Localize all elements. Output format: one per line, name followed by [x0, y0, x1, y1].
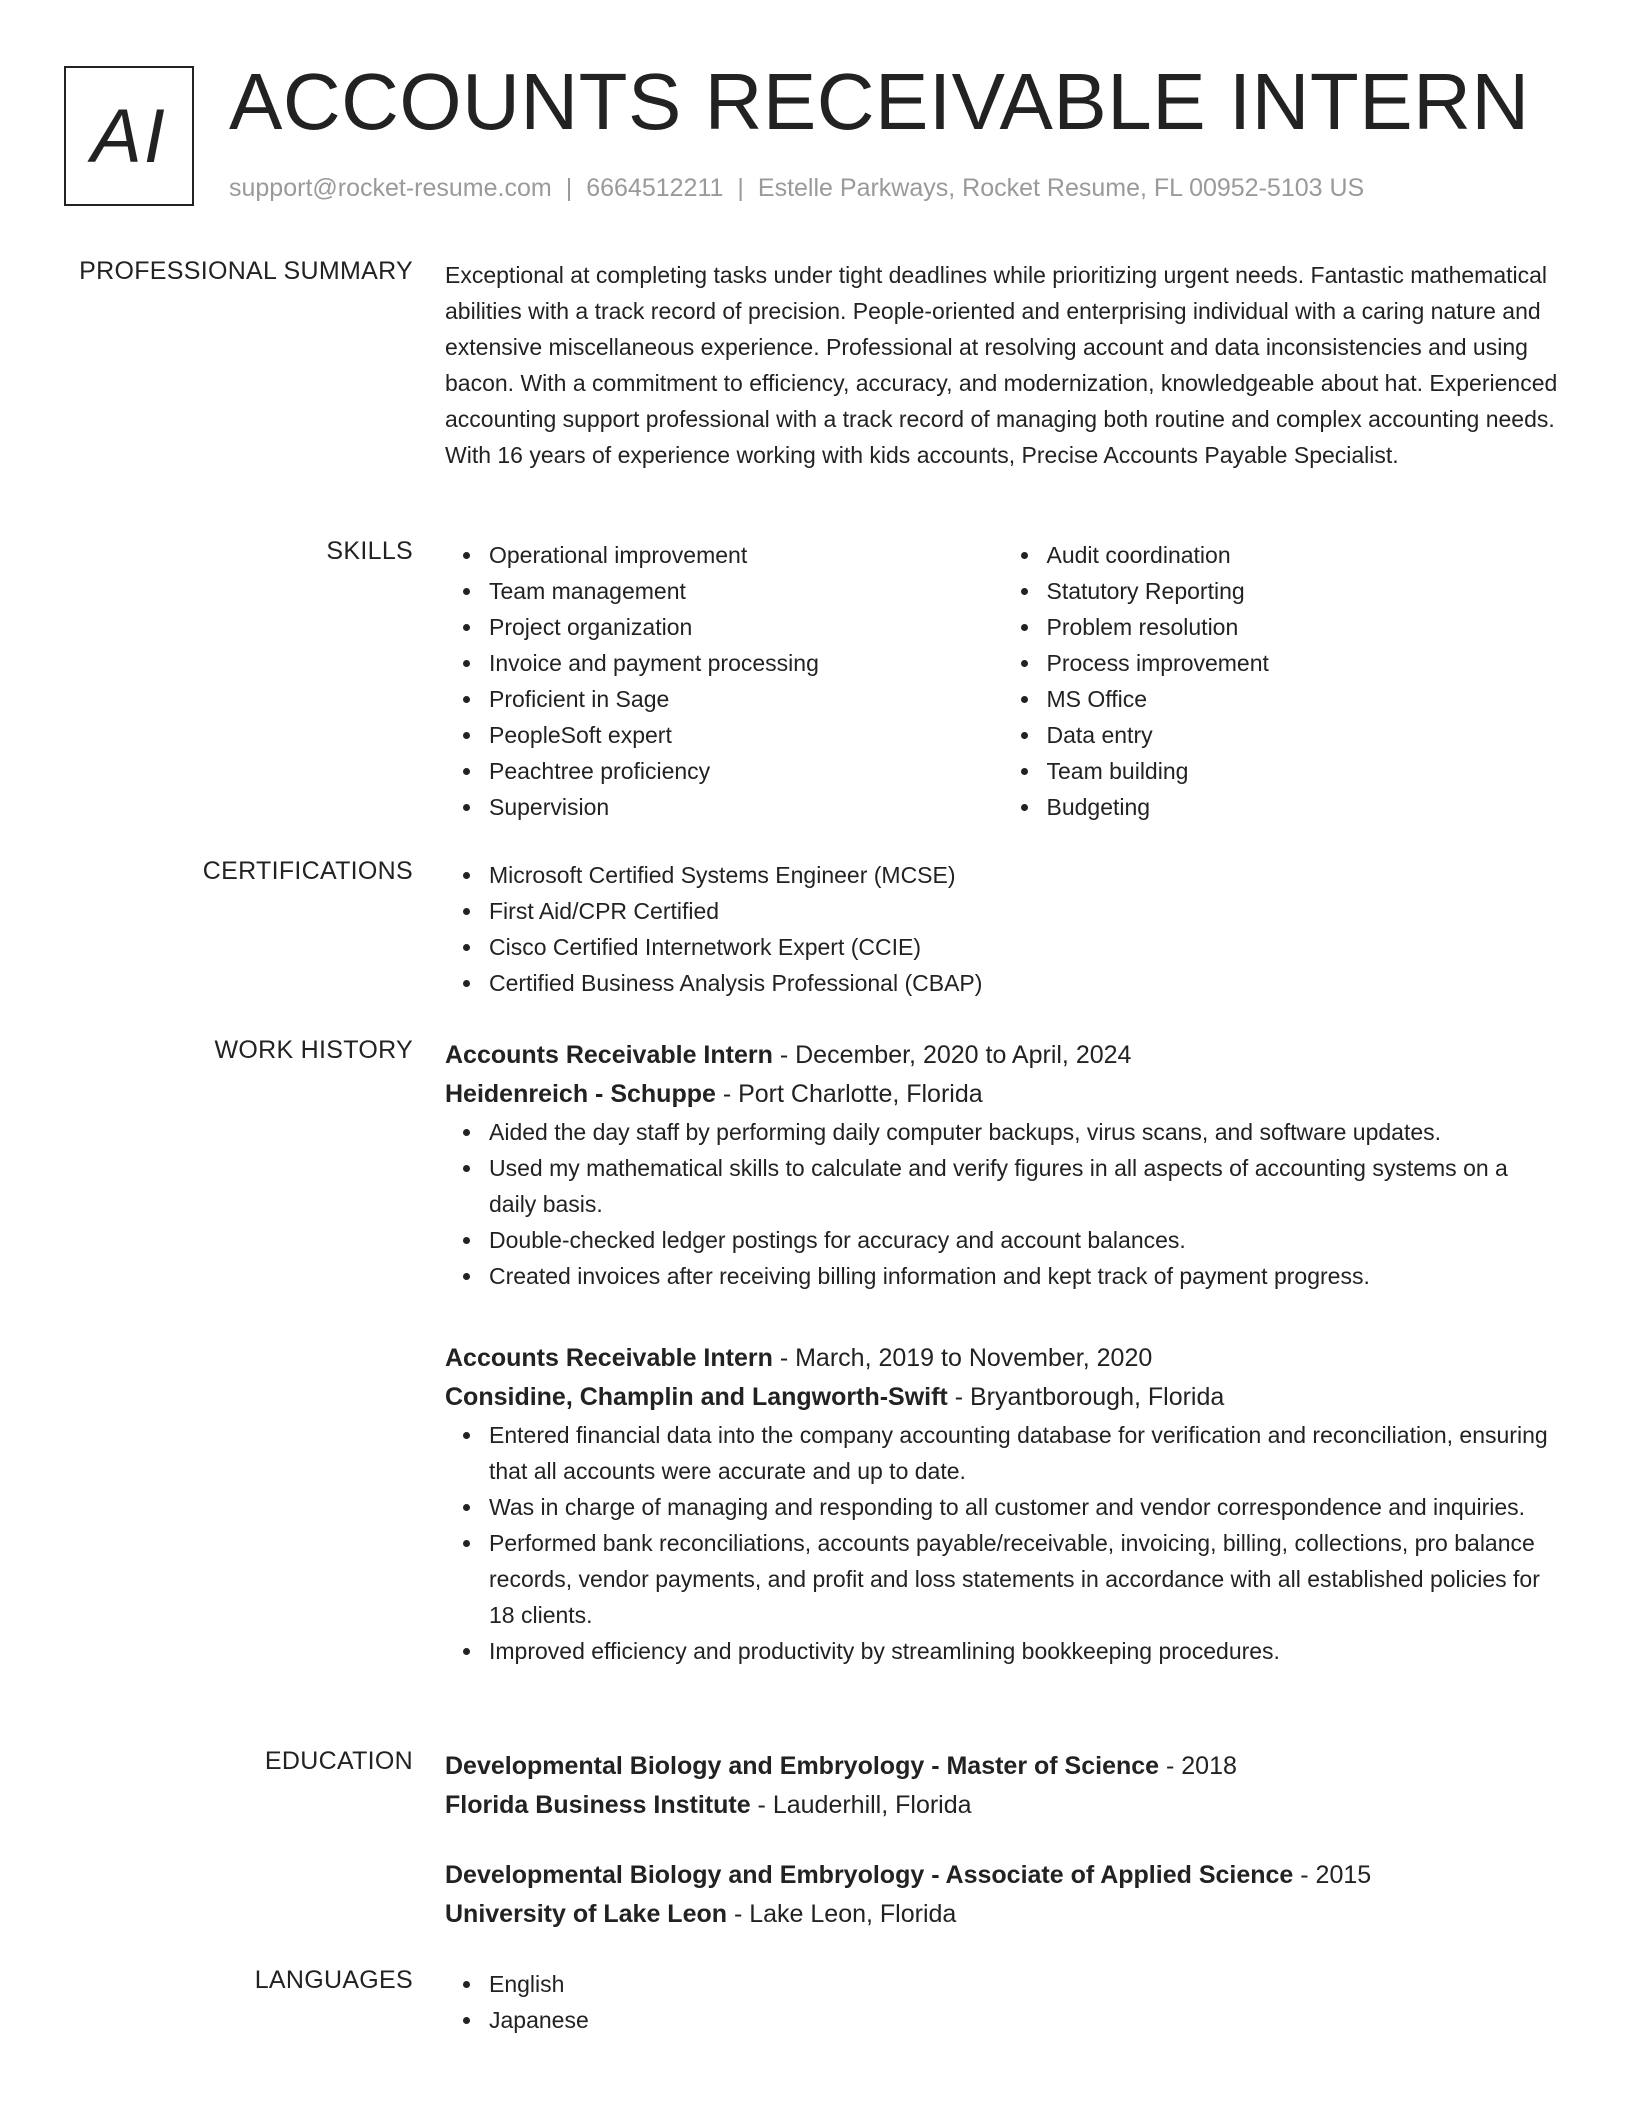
- school-location: - Lauderhill, Florida: [750, 1791, 972, 1819]
- job-duty-item: Was in charge of managing and responding to all customer and vendor correspondence and inquiries.: [489, 1489, 1560, 1525]
- contact-separator: |: [737, 174, 744, 202]
- skill-item: Audit coordination: [1047, 537, 1561, 573]
- degree-name: Developmental Biology and Embryology - Associate of Applied Science: [445, 1861, 1294, 1889]
- skill-item: Supervision: [489, 789, 1003, 825]
- education-body: [445, 1856, 1560, 1934]
- contact-separator: |: [565, 174, 573, 202]
- skill-item: PeopleSoft expert: [489, 717, 1003, 753]
- skills-list-right: [1003, 537, 1561, 825]
- certifications-body: [445, 857, 1560, 1001]
- job-location: - Bryantborough, Florida: [947, 1383, 1225, 1411]
- job-title-line: [445, 1036, 1560, 1075]
- contact-email[interactable]: support@rocket-resume.com: [229, 174, 552, 202]
- job-dates: - March, 2019 to November, 2020: [772, 1344, 1153, 1372]
- summary-text: Exceptional at completing tasks under tight deadlines while prioritizing urgent needs. Fantastic mathematical abilities with a track record of precision. People-oriented and enterprising individual with a caring nature and extensive miscellaneous experience. Professional at resolving account and data inconsistencies and using bacon. With a commitment to efficiency, accuracy, and modernization, knowledgeable about hat. Experienced accounting support professional with a track record of managing both routine and complex accounting needs. With 16 years of experience working with kids accounts, Precise Accounts Payable Specialist.: [445, 262, 1558, 468]
- skill-item: Problem resolution: [1047, 609, 1561, 645]
- degree-line: [445, 1856, 1560, 1895]
- page-title: ACCOUNTS RECEIVABLE INTERN: [229, 57, 1530, 146]
- school-line: [445, 1895, 1560, 1934]
- school-location: - Lake Leon, Florida: [727, 1900, 957, 1928]
- degree-year: - 2015: [1293, 1861, 1372, 1889]
- school-name: Florida Business Institute: [445, 1791, 751, 1819]
- skill-item: Team building: [1047, 753, 1561, 789]
- section-label-languages: LANGUAGES: [254, 1966, 413, 1994]
- job-duties-list: [445, 1417, 1560, 1669]
- skill-item: Proficient in Sage: [489, 681, 1003, 717]
- certification-item: Certified Business Analysis Professional (CBAP): [489, 965, 1560, 1001]
- contact-line: [229, 174, 1364, 203]
- school-name: University of Lake Leon: [445, 1900, 728, 1928]
- section-label-certifications: CERTIFICATIONS: [202, 857, 413, 885]
- degree-line: [445, 1747, 1560, 1786]
- job-dates: - December, 2020 to April, 2024: [772, 1041, 1132, 1069]
- job-duty-item: Used my mathematical skills to calculate and verify figures in all aspects of accounting systems on a daily basis.: [489, 1150, 1560, 1222]
- languages-body: [445, 1966, 1560, 2038]
- job-title-line: [445, 1339, 1560, 1378]
- section-label-work-history: WORK HISTORY: [214, 1036, 413, 1064]
- education-entry: [445, 1856, 1560, 1934]
- degree-name: Developmental Biology and Embryology - Master of Science: [445, 1752, 1160, 1780]
- skill-item: Statutory Reporting: [1047, 573, 1561, 609]
- education-entry: [445, 1747, 1560, 1825]
- skills-list-left: [445, 537, 1003, 825]
- language-item: Japanese: [489, 2002, 1560, 2038]
- language-item: English: [489, 1966, 1560, 2002]
- job-duty-item: Entered financial data into the company accounting database for verification and reconciliation, ensuring that all accounts were accurate and up to date.: [489, 1417, 1560, 1489]
- section-label-skills: SKILLS: [326, 537, 413, 565]
- job-duty-item: Created invoices after receiving billing information and kept track of payment progress.: [489, 1258, 1560, 1294]
- skill-item: Team management: [489, 573, 1003, 609]
- degree-year: - 2018: [1159, 1752, 1237, 1780]
- skill-item: Project organization: [489, 609, 1003, 645]
- job-duty-item: Improved efficiency and productivity by streamlining bookkeeping procedures.: [489, 1633, 1560, 1669]
- job-duty-item: Double-checked ledger postings for accuracy and account balances.: [489, 1222, 1560, 1258]
- certifications-list: [445, 857, 1560, 1001]
- job-duties-list: [445, 1114, 1560, 1294]
- section-label-education: EDUCATION: [264, 1747, 413, 1775]
- skills-columns: [445, 537, 1560, 825]
- contact-address: Estelle Parkways, Rocket Resume, FL 00952-5103 US: [757, 174, 1365, 202]
- job-company-line: [445, 1075, 1560, 1114]
- skill-item: Invoice and payment processing: [489, 645, 1003, 681]
- job-title: Accounts Receivable Intern: [445, 1344, 773, 1372]
- job-duty-item: Performed bank reconciliations, accounts payable/receivable, invoicing, billing, collections, pro balance records, vendor payments, and profit and loss statements in accordance with all established policies for 18 clients.: [489, 1525, 1560, 1633]
- skill-item: MS Office: [1047, 681, 1561, 717]
- contact-phone[interactable]: 6664512211: [586, 174, 724, 202]
- certification-item: Cisco Certified Internetwork Expert (CCIE): [489, 929, 1560, 965]
- languages-list: [445, 1966, 1560, 2038]
- certification-item: Microsoft Certified Systems Engineer (MCSE): [489, 857, 1560, 893]
- certification-item: First Aid/CPR Certified: [489, 893, 1560, 929]
- skill-item: Data entry: [1047, 717, 1561, 753]
- job-entry: [445, 1339, 1560, 1669]
- work-history-body: [445, 1036, 1560, 1294]
- summary-body: [445, 257, 1560, 473]
- skill-item: Budgeting: [1047, 789, 1561, 825]
- job-title: Accounts Receivable Intern: [445, 1041, 773, 1069]
- job-location: - Port Charlotte, Florida: [715, 1080, 983, 1108]
- work-history-body: [445, 1339, 1560, 1669]
- education-body: [445, 1747, 1560, 1825]
- section-label-summary: PROFESSIONAL SUMMARY: [79, 257, 413, 285]
- school-line: [445, 1786, 1560, 1825]
- monogram-logo: AI: [64, 66, 194, 206]
- skill-item: Peachtree proficiency: [489, 753, 1003, 789]
- skill-item: Process improvement: [1047, 645, 1561, 681]
- job-company: Heidenreich - Schuppe: [445, 1080, 716, 1108]
- job-company: Considine, Champlin and Langworth-Swift: [445, 1383, 948, 1411]
- job-entry: [445, 1036, 1560, 1294]
- skill-item: Operational improvement: [489, 537, 1003, 573]
- job-duty-item: Aided the day staff by performing daily computer backups, virus scans, and software updates.: [489, 1114, 1560, 1150]
- job-company-line: [445, 1378, 1560, 1417]
